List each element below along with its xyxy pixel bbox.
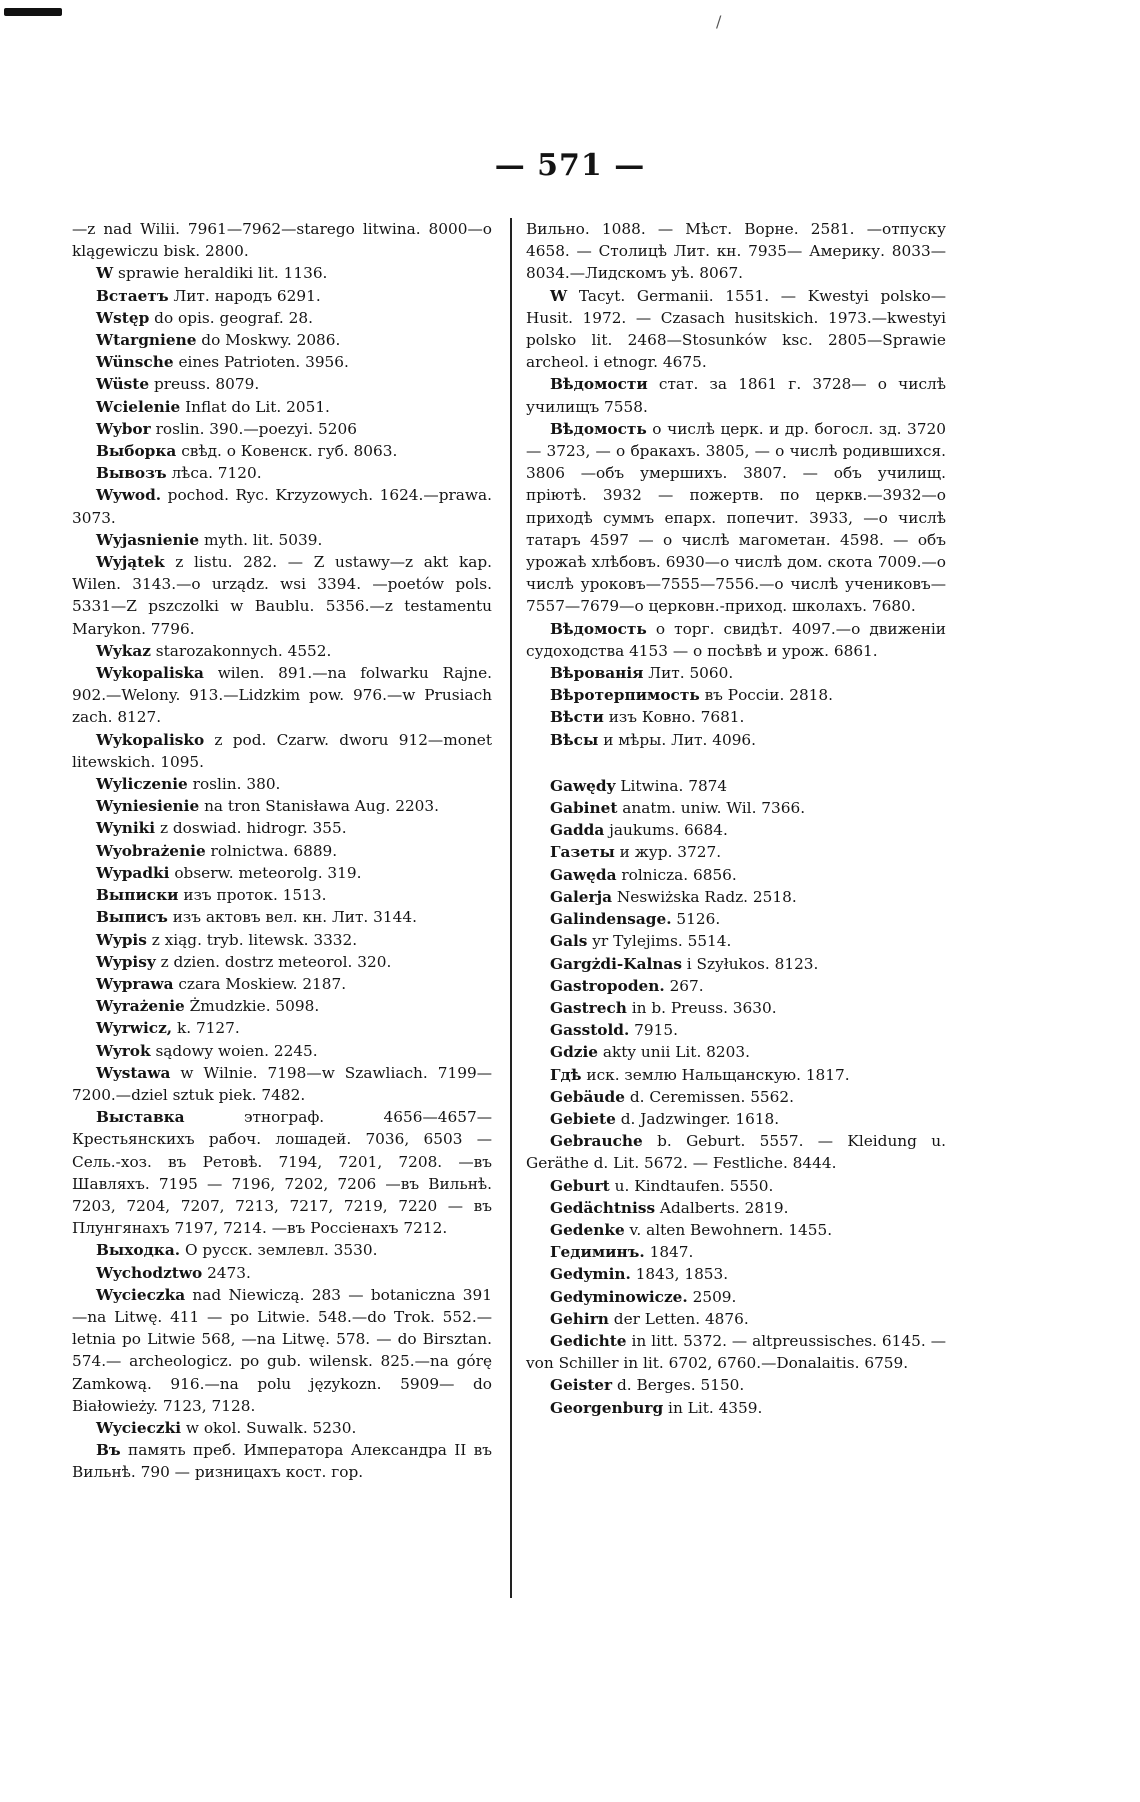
left-column [72, 218, 492, 1484]
entry-headword: Gasstold. [550, 1021, 630, 1040]
entry-references: 7915. [629, 1021, 678, 1040]
index-entry [526, 1086, 946, 1108]
entry-references: jaukums. 6684. [604, 821, 728, 840]
entry-references: do opis. geograf. 28. [149, 308, 313, 327]
entry-references: 1843, 1853. [630, 1265, 729, 1284]
entry-headword: Выборка [96, 442, 177, 461]
index-entry [72, 285, 492, 307]
index-entry [72, 862, 492, 884]
entry-headword: Wüste [96, 375, 150, 394]
index-entry [526, 618, 946, 662]
index-entry [526, 930, 946, 952]
entry-references: der Letten. 4876. [608, 1309, 749, 1328]
entry-references: yr Tylejims. 5514. [587, 932, 732, 951]
index-entry [72, 1262, 492, 1284]
entry-references: k. 7127. [172, 1019, 240, 1038]
entry-headword: Вывозъ [96, 464, 167, 483]
index-entry [72, 1040, 492, 1062]
entry-references: czara Moskiew. 2187. [173, 974, 347, 993]
entry-headword: Wypadki [96, 863, 170, 882]
entry-references: w okol. Suwalk. 5230. [181, 1418, 357, 1437]
index-entry [72, 418, 492, 440]
index-entry [526, 908, 946, 930]
entry-headword: Wyrażenie [96, 997, 185, 1016]
entry-headword: Wypis [96, 930, 147, 949]
index-entry [72, 973, 492, 995]
index-entry [72, 640, 492, 662]
entry-headword: Wyrok [96, 1041, 151, 1060]
entry-references: z listu. 282. — Z ustawy—z akt kap. Wilen. 3143.—o urządz. wsi 3394. —poetów pols. 5331—Z pszczolki w Baublu. 5356.—z testamentu Marykon. 7796. [72, 553, 492, 638]
entry-headword: Вѣсы [550, 730, 599, 749]
entry-headword: Выставка [96, 1108, 185, 1127]
entry-references: и жур. 3727. [614, 843, 722, 862]
entry-references: иск. землю Нальщанскую. 1817. [581, 1065, 850, 1084]
index-entry [72, 218, 492, 262]
entry-headword: Gedyminowicze. [550, 1287, 688, 1306]
entry-references: Adalberts. 2819. [655, 1198, 789, 1217]
entry-continuation: —z nad Wilii. 7961—7962—starego litwina. 8000—o klągewiczu bisk. 2800. [72, 220, 492, 261]
entry-references: 5126. [671, 910, 721, 929]
index-entry [526, 218, 946, 285]
entry-references: изъ актовъ вел. кн. Лит. 3144. [167, 908, 417, 927]
entry-references: i Szyłukos. 8123. [681, 954, 819, 973]
entry-references: preuss. 8079. [149, 375, 260, 394]
index-entry [526, 1263, 946, 1285]
entry-headword: Wyliczenie [96, 775, 188, 794]
index-entry [72, 1239, 492, 1261]
entry-references: u. Kindtaufen. 5550. [609, 1176, 774, 1195]
entry-references: о числѣ церк. и др. богосл. зд. 3720 — 3723, — о бракахъ. 3805, — о числѣ родившихся. 3806 —объ умершихъ. 3807. — объ училищ. пріютѣ. 3932 — пожертв. по церкв.—3932—о приходѣ суммъ епарх. попечит. 3933, —о числѣ татаръ 4597 — о числѣ магометан. 4598. — объ урожаѣ хлѣбовъ. 6930—о числѣ дом. скота 7009.—о числѣ уроковъ—7555—7556.—о числѣ учениковъ—7557—7679—о церковн.-приход. школахъ. 7680. [526, 419, 946, 616]
entry-references: Лит. 5060. [643, 664, 734, 683]
index-entry [526, 953, 946, 975]
entry-headword: Wyniesienie [96, 797, 200, 816]
entry-references: na tron Stanisława Aug. 2203. [199, 797, 440, 816]
index-entry [72, 929, 492, 951]
index-entry [72, 1439, 492, 1483]
entry-headword: W [96, 264, 114, 283]
index-entry [72, 1106, 492, 1239]
entry-headword: W [550, 286, 568, 305]
entry-headword: Wyjasnienie [96, 530, 200, 549]
entry-headword: Gedächtniss [550, 1198, 656, 1217]
index-entry [72, 529, 492, 551]
entry-headword: Gedichte [550, 1331, 627, 1350]
entry-headword: Wstęp [96, 308, 150, 327]
entry-headword: Wykaz [96, 641, 151, 660]
entry-references: о торг. свидѣт. 4097.—о движеніи судоходства 4153 — о посѣвѣ и урож. 6861. [526, 619, 946, 660]
entry-headword: Вѣдомость [550, 419, 647, 438]
entry-headword: Выходка. [96, 1241, 181, 1260]
entry-headword: Wyprawa [96, 974, 174, 993]
entry-headword: Galindensage. [550, 910, 672, 929]
entry-headword: Gebiete [550, 1109, 616, 1128]
entry-headword: Вѣдомость [550, 619, 647, 638]
entry-references: w Wilnie. 7198—w Szawliach. 7199—7200.—dziel sztuk piek. 7482. [72, 1063, 492, 1104]
index-entry [72, 1062, 492, 1106]
entry-references: do Moskwy. 2086. [196, 331, 341, 350]
index-entry [526, 775, 946, 797]
entry-references: sądowy woien. 2245. [150, 1041, 318, 1060]
index-entry [526, 1175, 946, 1197]
entry-headword: Wünsche [96, 353, 174, 372]
entry-references: rolnictwa. 6889. [205, 841, 338, 860]
entry-references: z xiąg. tryb. litewsk. 3332. [146, 930, 358, 949]
entry-headword: Wycieczka [96, 1285, 186, 1304]
index-entry [526, 706, 946, 728]
index-entry [526, 1397, 946, 1419]
entry-headword: Gadda [550, 821, 605, 840]
entry-references: свѣд. о Ковенск. губ. 8063. [176, 442, 398, 461]
entry-headword: Wypisy [96, 952, 156, 971]
index-entry [72, 662, 492, 729]
index-entry [526, 1019, 946, 1041]
entry-headword: Выписъ [96, 908, 168, 927]
index-entry [526, 1064, 946, 1086]
entry-headword: Гедиминъ. [550, 1243, 645, 1262]
entry-references: 1847. [644, 1243, 694, 1262]
entry-headword: Galerja [550, 887, 613, 906]
index-entry [72, 795, 492, 817]
index-entry [72, 462, 492, 484]
entry-references: obserw. meteorolg. 319. [169, 863, 362, 882]
entry-references: z doswiad. hidrogr. 355. [155, 819, 347, 838]
index-entry [526, 841, 946, 863]
index-entry [72, 817, 492, 839]
index-entry [526, 1041, 946, 1063]
entry-references: in b. Preuss. 3630. [626, 998, 777, 1017]
entry-continuation: Вильно. 1088. — Мѣст. Ворне. 2581. —отпуску 4658. — Столицѣ Лит. кн. 7935— Америку. 8033—8034.—Лидскомъ уѣ. 8067. [526, 220, 946, 283]
entry-headword: Gargżdi-Kalnas [550, 954, 682, 973]
index-entry [526, 797, 946, 819]
index-entry [72, 440, 492, 462]
entry-references: rolnicza. 6856. [616, 865, 737, 884]
entry-references: Żmudzkie. 5098. [184, 997, 320, 1016]
entry-headword: Wykopalisko [96, 730, 205, 749]
entry-headword: Wywod. [96, 486, 162, 505]
entry-headword: Wychodztwo [96, 1263, 203, 1282]
entry-references: starozakonnych. 4552. [150, 641, 332, 660]
index-entry [72, 840, 492, 862]
entry-references: z dzien. dostrz meteorol. 320. [155, 952, 392, 971]
entry-headword: Wyrwicz, [96, 1019, 173, 1038]
entry-references: этнограф. 4656—4657—Крестьянскихъ рабоч. лошадей. 7036, 6503 —Сель.-хоз. въ Ретовѣ. 7194, 7201, 7208. —въ Шавляхъ. 7195 — 7196, 7202, 7206 —въ Вильнѣ. 7203, 7204, 7207, 7213, 7217, 7219, 7220 — въ Плунгянахъ 7197, 7214. —въ Россіенахъ 7212. [72, 1108, 492, 1238]
entry-headword: Gastrech [550, 998, 627, 1017]
entry-headword: Газеты [550, 843, 615, 862]
index-entry [526, 1241, 946, 1263]
entry-references: О русск. землевл. 3530. [180, 1241, 378, 1260]
entry-headword: Вѣротерпимость [550, 686, 700, 705]
index-entry [72, 551, 492, 640]
entry-references: Litwina. 7874 [615, 776, 728, 795]
entry-references: d. Berges. 5150. [612, 1376, 745, 1395]
entry-headword: Gehirn [550, 1309, 609, 1328]
entry-headword: Wcielenie [96, 397, 181, 416]
index-entry [72, 262, 492, 284]
index-entry [72, 307, 492, 329]
entry-references: b. Geburt. 5557. — Kleidung u. Geräthe d. Lit. 5672. — Festliche. 8444. [526, 1132, 946, 1173]
entry-references: Лит. народъ 6291. [168, 286, 321, 305]
index-entry [72, 773, 492, 795]
entry-references: wilen. 891.—na folwarku Rajne. 902.—Welony. 913.—Lidzkim pow. 976.—w Prusiach zach. 8127. [72, 664, 492, 727]
scan-ink-mark [4, 8, 62, 16]
entry-references: d. Jadzwinger. 1618. [615, 1109, 780, 1128]
index-entry [526, 1330, 946, 1374]
index-entry [72, 884, 492, 906]
entry-references: Inflat do Lit. 2051. [180, 397, 330, 416]
index-entry [526, 373, 946, 417]
column-divider [510, 218, 512, 1598]
entry-references: myth. lit. 5039. [199, 530, 323, 549]
entry-headword: Вѣсти [550, 708, 604, 727]
index-entry [72, 329, 492, 351]
entry-headword: Gedenke [550, 1220, 625, 1239]
entry-references: память преб. Императора Александра II въ Вильнѣ. 790 — ризницахъ кост. гор. [72, 1441, 492, 1482]
entry-references: akty unii Lit. 8203. [598, 1043, 750, 1062]
entry-references: anatm. uniw. Wil. 7366. [617, 799, 806, 818]
entry-headword: Въ [96, 1441, 121, 1460]
entry-references: изъ проток. 1513. [178, 886, 327, 905]
entry-headword: Gawęda [550, 865, 617, 884]
entry-headword: Gebrauche [550, 1132, 643, 1151]
entry-references: Neswiżska Radz. 2518. [612, 887, 797, 906]
margin-mark: / [716, 12, 722, 31]
entry-references: in Lit. 4359. [663, 1398, 763, 1417]
entry-headword: Georgenburg [550, 1398, 664, 1417]
index-entry [526, 1308, 946, 1330]
index-entry [526, 662, 946, 684]
entry-references: 267. [664, 976, 704, 995]
entry-references: pochod. Ryc. Krzyzowych. 1624.—prawa. 3073. [72, 486, 492, 527]
entry-headword: Wycieczki [96, 1418, 181, 1437]
entry-headword: Geburt [550, 1176, 610, 1195]
index-entry [526, 1108, 946, 1130]
entry-headword: Wyobrażenie [96, 841, 206, 860]
index-entry [526, 1130, 946, 1174]
entry-references: d. Ceremissen. 5562. [624, 1087, 794, 1106]
entry-headword: Wybor [96, 419, 151, 438]
index-entry [72, 351, 492, 373]
entry-headword: Gals [550, 932, 588, 951]
entry-headword: Gastropoden. [550, 976, 665, 995]
entry-references: и мѣры. Лит. 4096. [598, 730, 757, 749]
entry-references: roslin. 380. [187, 775, 281, 794]
index-entry [72, 484, 492, 528]
index-entry [526, 819, 946, 841]
entry-headword: Гдѣ [550, 1065, 582, 1084]
entry-headword: Wyjątek [96, 553, 165, 572]
entry-headword: Выписки [96, 886, 179, 905]
index-entry [72, 1417, 492, 1439]
entry-headword: Gedymin. [550, 1265, 631, 1284]
entry-headword: Вѣдомости [550, 375, 648, 394]
entry-references: изъ Ковно. 7681. [603, 708, 745, 727]
entry-headword: Wykopaliska [96, 664, 204, 683]
entry-headword: Вѣрованія [550, 664, 644, 683]
entry-headword: Gdzie [550, 1043, 598, 1062]
entry-headword: Gawędy [550, 776, 616, 795]
index-entry [526, 1286, 946, 1308]
entry-references: nad Niewiczą. 283 — botaniczna 391—na Litwę. 411 — po Litwie. 548.—do Trok. 552.—letnia po Litwie 568, —na Litwę. 578. — do Birsztan. 574.— archeologicz. po gub. wilensk. 825.—na górę Zamkową. 916.—na polu językozn. 5909— do Białowieży. 7123, 7128. [72, 1285, 492, 1415]
entry-headword: Gabinet [550, 799, 618, 818]
index-entry [526, 997, 946, 1019]
index-entry [72, 951, 492, 973]
entry-references: roslin. 390.—poezyi. 5206 [150, 419, 357, 438]
index-entry [526, 975, 946, 997]
index-entry [526, 285, 946, 374]
entry-references: sprawie heraldiki lit. 1136. [113, 264, 328, 283]
entry-headword: Wtargniene [96, 331, 197, 350]
entry-references: 2473. [202, 1263, 251, 1282]
entry-references: 2509. [687, 1287, 737, 1306]
entry-headword: Gebäude [550, 1087, 625, 1106]
entry-headword: Wystawa [96, 1063, 171, 1082]
index-entry [72, 995, 492, 1017]
index-entry [526, 1219, 946, 1241]
index-entry [526, 1197, 946, 1219]
entry-headword: Встаетъ [96, 286, 169, 305]
entry-headword: Geister [550, 1376, 613, 1395]
entry-references: въ Россіи. 2818. [699, 686, 834, 705]
entry-references: стат. за 1861 г. 3728— о числѣ училищъ 7558. [526, 375, 946, 416]
page-number: — 571 — [494, 148, 646, 183]
index-entry [72, 906, 492, 928]
index-entry [526, 1374, 946, 1396]
entry-references: in litt. 5372. — altpreussisches. 6145. — von Schiller in lit. 6702, 6760.—Donalaitis. 6759. [526, 1331, 946, 1373]
entry-references: лѣса. 7120. [166, 464, 262, 483]
entry-references: Tacyt. Germanii. 1551. — Kwestyi polsko—Husit. 1972. — Czasach husitskich. 1973.—kwestyi polsko lit. 2468—Stosunków ksc. 2805—Sprawie archeol. i etnogr. 4675. [526, 286, 946, 372]
index-entry [72, 373, 492, 395]
entry-headword: Wyniki [96, 819, 156, 838]
index-entry [526, 886, 946, 908]
entry-references: z pod. Czarw. dworu 912—monet litewskich. 1095. [72, 730, 492, 771]
index-entry [72, 1284, 492, 1417]
entry-references: v. alten Bewohnern. 1455. [624, 1220, 833, 1239]
index-entry [526, 684, 946, 706]
index-entry [72, 1017, 492, 1039]
index-entry [72, 729, 492, 773]
index-entry [72, 396, 492, 418]
index-entry [526, 729, 946, 751]
right-column [526, 218, 946, 1419]
index-entry [526, 864, 946, 886]
entry-references: eines Patrioten. 3956. [173, 353, 349, 372]
index-entry [526, 418, 946, 618]
